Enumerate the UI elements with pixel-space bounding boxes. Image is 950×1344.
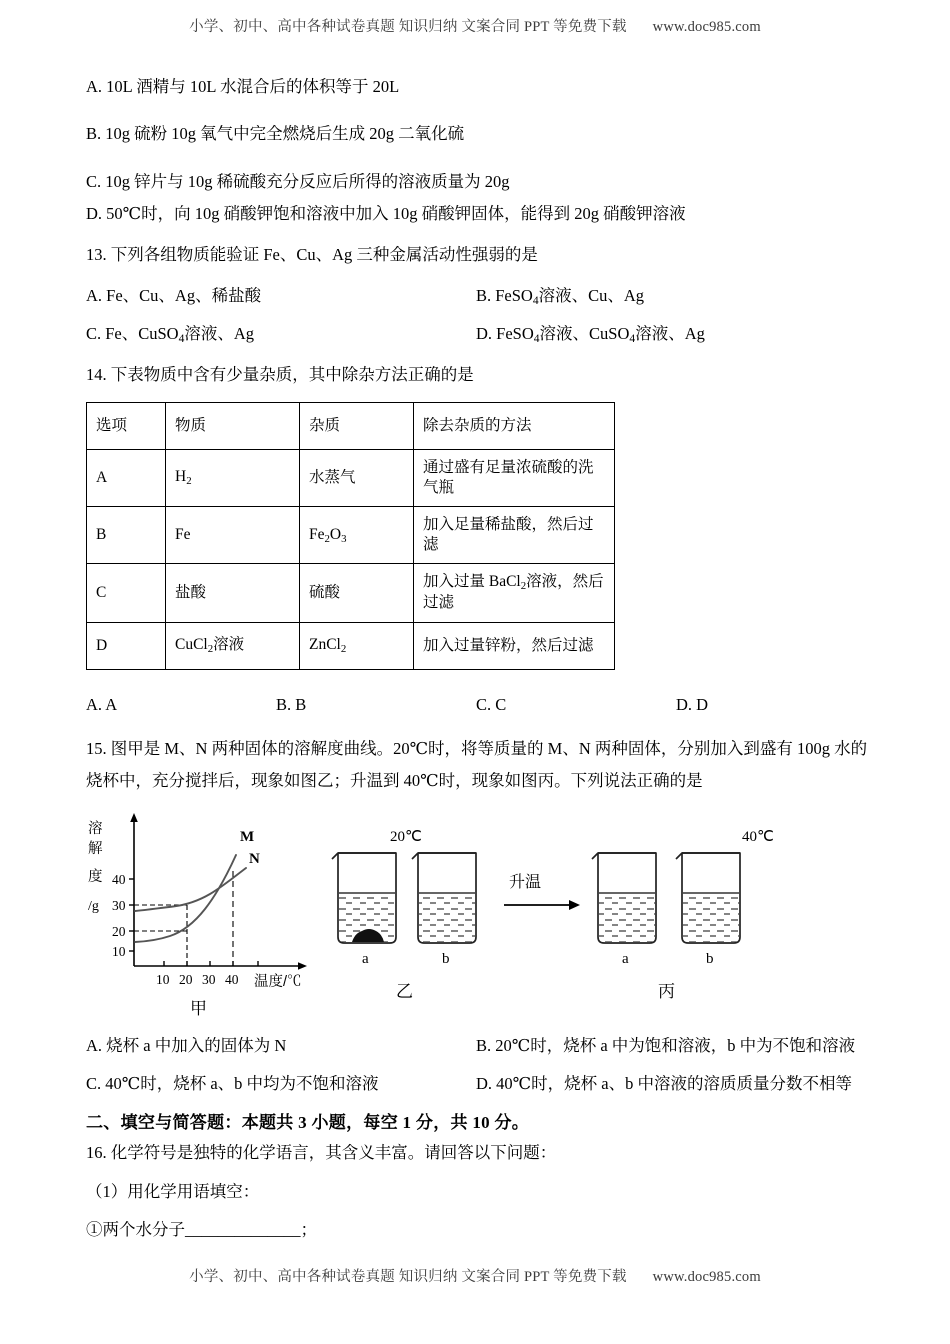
svg-text:20: 20 [112, 923, 126, 939]
q13-option-a: A. Fe、Cu、Ag、稀盐酸 [86, 285, 262, 305]
figure-caption-yi: 乙 [396, 981, 413, 1001]
svg-text:40: 40 [225, 971, 239, 987]
running-foot-url: www.doc985.com [652, 1269, 761, 1285]
q16-item-1: ①两个水分子______________； [86, 1220, 317, 1240]
table-header-impurity: 杂质 [300, 402, 414, 449]
cell-impurity: ZnCl$_2$ [300, 622, 414, 669]
figure-caption-jia: 甲 [190, 998, 207, 1018]
q14-answer-options [86, 695, 876, 715]
q13-option-d: D. FeSO$_4$溶液、CuSO$_4$溶液、Ag [476, 323, 705, 346]
running-head-url: www.doc985.com [652, 19, 761, 35]
cell-method: 加入足量稀盐酸，然后过滤 [414, 507, 615, 564]
solubility-curve-figure [86, 811, 336, 1023]
q15-option-b: B. 20℃时，烧杯 a 中为饱和溶液，b 中为不饱和溶液 [476, 1035, 856, 1055]
q13-stem: 13. 下列各组物质能验证 Fe、Cu、Ag 三种金属活动性强弱的是 [86, 245, 538, 265]
cell-substance: CuCl$_2$溶液 [166, 622, 300, 669]
cell-method: 加入过量锌粉，然后过滤 [414, 622, 615, 669]
beaker-b-40c [676, 853, 740, 967]
q14-option-d: D. D [676, 694, 709, 714]
cell-option: A [87, 449, 166, 506]
svg-text:温度/℃: 温度/℃ [254, 973, 302, 990]
q12-option-d: D. 50℃时，向 10g 硝酸钾饱和溶液中加入 10g 硝酸钾固体，能得到 20g 硝酸钾溶液 [86, 203, 686, 223]
q12-option-b: B. 10g 硫粉 10g 氧气中完全燃烧后生成 20g 二氧化硫 [86, 124, 465, 144]
beaker-label-b2: b [706, 950, 714, 967]
beaker-a-40c [592, 853, 656, 967]
beaker-b-20c [412, 853, 476, 967]
svg-text:30: 30 [202, 971, 216, 987]
solubility-curve-svg [86, 811, 336, 1023]
left-temp-label: 20℃ [390, 828, 422, 845]
q14-option-c: C. C [476, 694, 507, 714]
beaker-label-a2: a [622, 950, 629, 967]
q15-options-row-1 [86, 1032, 876, 1056]
cell-impurity: 硫酸 [300, 564, 414, 622]
running-head [0, 15, 950, 36]
section-2-title: 二、填空与简答题：本题共 3 小题，每空 1 分，共 10 分。 [86, 1112, 530, 1132]
q13-option-b: B. FeSO$_4$溶液、Cu、Ag [476, 285, 645, 308]
beakers-svg [324, 817, 874, 1017]
q15-option-c: C. 40℃时，烧杯 a、b 中均为不饱和溶液 [86, 1073, 379, 1093]
cell-substance: Fe [166, 507, 300, 564]
q15-option-a: A. 烧杯 a 中加入的固体为 N [86, 1035, 287, 1055]
cell-option: B [87, 507, 166, 564]
q12-option-a: A. 10L 酒精与 10L 水混合后的体积等于 20L [86, 77, 400, 96]
table-header-substance: 物质 [166, 402, 300, 449]
running-foot [0, 1265, 950, 1286]
beaker-label-a: a [362, 950, 369, 967]
svg-text:20: 20 [179, 971, 193, 987]
table-row [87, 507, 615, 564]
cell-method: 加入过量 BaCl$_2$溶液，然后过滤 [414, 564, 615, 622]
cell-substance: 盐酸 [166, 564, 300, 622]
q14-option-b: B. B [276, 694, 307, 714]
q14-option-a: A. A [86, 694, 118, 714]
table-header-method: 除去杂质的方法 [414, 402, 615, 449]
q13-option-c: C. Fe、CuSO$_4$溶液、Ag [86, 323, 255, 346]
arrow-label-heat: 升温 [509, 873, 542, 891]
table-row [87, 564, 615, 622]
beaker-a-20c [332, 853, 396, 967]
svg-text:度: 度 [88, 868, 103, 885]
svg-text:10: 10 [156, 971, 170, 987]
running-head-text: 小学、初中、高中各种试卷真题 知识归纳 文案合同 PPT 等免费下载 [189, 19, 627, 35]
impurity-removal-table [86, 402, 615, 670]
cell-substance: $H_2$ [166, 449, 300, 506]
table-header-row [87, 402, 615, 449]
svg-text:溶: 溶 [88, 820, 103, 837]
svg-text:40: 40 [112, 871, 126, 887]
right-temp-label: 40℃ [742, 828, 774, 845]
cell-option: C [87, 564, 166, 622]
q14-stem: 14. 下表物质中含有少量杂质，其中除杂方法正确的是 [86, 365, 474, 385]
cell-method: 通过盛有足量浓硫酸的洗气瓶 [414, 449, 615, 506]
q16-stem: 16. 化学符号是独特的化学语言，其含义丰富。请回答以下问题： [86, 1142, 557, 1162]
svg-text:解: 解 [88, 840, 103, 857]
svg-text:30: 30 [112, 897, 126, 913]
q15-options-row-2 [86, 1070, 876, 1094]
q13-options-row-2 [86, 320, 876, 345]
q15-figures [86, 811, 876, 1026]
q15-stem: 15. 图甲是 M、N 两种固体的溶解度曲线。20℃时，将等质量的 M、N 两种固体，分别加入到盛有 100g 水的烧杯中，充分搅拌后，现象如图乙；升温到 40℃时，现象如图丙。下列说法正确的是 [86, 738, 868, 790]
table-row [87, 449, 615, 506]
q12-option-c: C. 10g 锌片与 10g 稀硫酸充分反应后所得的溶液质量为 20g [86, 171, 510, 191]
cell-option: D [87, 622, 166, 669]
series-label-n: N [249, 850, 260, 867]
cell-impurity: 水蒸气 [300, 449, 414, 506]
svg-text:/g: /g [88, 898, 99, 914]
cell-impurity: $Fe_2O_3$ [300, 507, 414, 564]
table-row [87, 622, 615, 669]
series-label-m: M [240, 828, 255, 845]
beaker-figures [324, 817, 874, 1017]
svg-text:10: 10 [112, 943, 126, 959]
q16-part-1: （1）用化学用语填空： [86, 1181, 260, 1201]
running-foot-text: 小学、初中、高中各种试卷真题 知识归纳 文案合同 PPT 等免费下载 [189, 1269, 627, 1285]
page-content [86, 76, 876, 1243]
beaker-label-b: b [442, 950, 450, 967]
q13-options-row-1 [86, 282, 876, 306]
q15-option-d: D. 40℃时，烧杯 a、b 中溶液的溶质质量分数不相等 [476, 1073, 852, 1093]
figure-caption-bing: 丙 [658, 981, 675, 1001]
table-header-option: 选项 [87, 402, 166, 449]
